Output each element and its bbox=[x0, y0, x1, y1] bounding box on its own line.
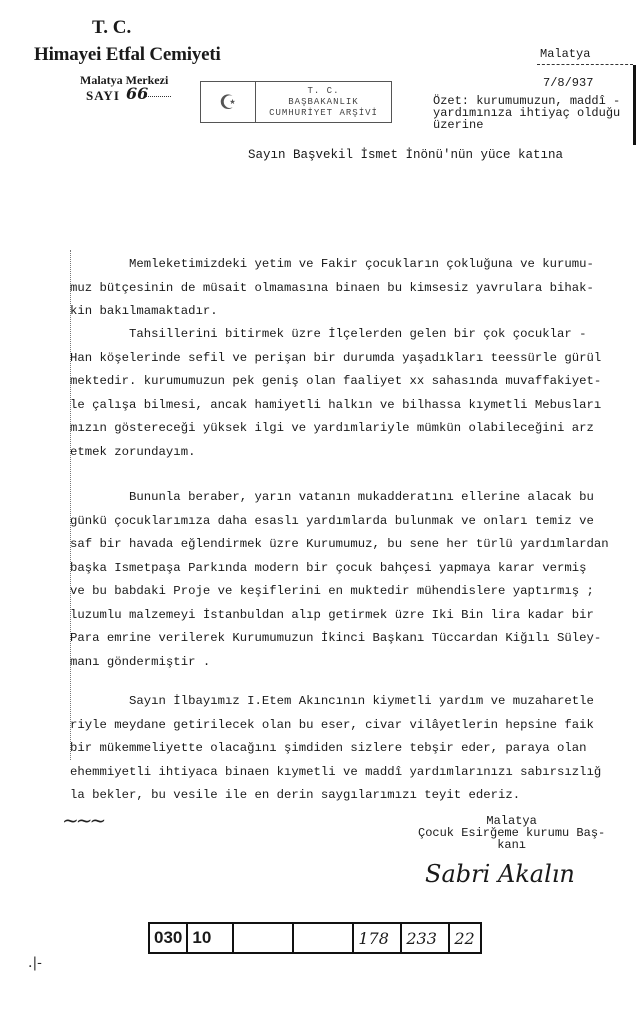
margin-mark: .|- bbox=[28, 955, 42, 971]
number-dotted-line bbox=[146, 96, 171, 97]
dashed-rule bbox=[537, 64, 633, 65]
archive-code-table bbox=[148, 922, 482, 954]
letterhead-country: T. C. bbox=[92, 17, 132, 38]
letterhead-organization: Himayei Etfal Cemiyeti bbox=[34, 44, 221, 65]
letter-location: Malatya bbox=[540, 47, 591, 61]
archive-stamp bbox=[200, 81, 392, 123]
paragraph: Tahsillerini bitirmek üzre İlçelerden gelen bir çok çocuklar - Han köşelerinde sefil ve perişan bir durumda yaşadıkları teessürle gürül mektedir. kurumumuzun pek geniş olan faaliyet xx sahasında muvaffakiyet- le çalışa bilmesi, ancak hamiyetli halkın ve bilhassa kıymetli Mebusları mızın göstereceği yüksek ilgi ve yardımlariyle mümkün olabileceğini arz etmek zorundayım. bbox=[70, 327, 602, 459]
archive-code-cell bbox=[293, 923, 353, 953]
stamp-line: CUMHURİYET ARŞİVİ bbox=[269, 108, 378, 118]
archive-code-cell: 10 bbox=[187, 923, 233, 953]
number-value: 66 bbox=[126, 84, 149, 103]
archive-code-cell: 22 bbox=[449, 923, 481, 953]
archive-code-cell: 030 bbox=[149, 923, 187, 953]
margin-scribble: ~~~ bbox=[62, 808, 104, 832]
archive-code-cell bbox=[233, 923, 293, 953]
paragraph: Bununla beraber, yarın vatanın mukadderatını ellerine alacak bu günkü çocuklarımıza daha esaslı yardımlarda bulunmak ve onları temiz ve saf bir havada eğlendirmek üzre Kurumumuz, bu sene her türlü yardımlardan başka Ismetpaşa Parkında modern bir çocuk bahçesi yapmaya karar vermiş ve bu babdaki Proje ve keşiflerini en muktedir mühendislere yaptırmış ; luzumlu malzemeyi İstanbuldan alıp getirmek üzre Iki Bin lira kadar bir Para emrine verilerek Kurumumuzun İkinci Başkanı Tüccardan Kiğılı Süley- manı göndermiştir . bbox=[70, 490, 609, 669]
stamp-line: T. C. bbox=[307, 86, 340, 96]
paragraph: Sayın İlbayımız I.Etem Akıncının kiymetli yardım ve muzaharetle riyle meydane getirilecek olan bu eser, civar vilâyetlerin hepsine faik bir mükemmeliyette olacağını şimdiden sizlere tebşir eder, paraya olan ehemmiyetli ihtiyaca binaen kıymetli ve maddî yardımlarınızı sabırsızlığ la bekler, bu vesile ile en derin saygılarımızı teyit ederiz. bbox=[70, 694, 602, 802]
edge-mark bbox=[633, 65, 636, 145]
letter-summary: Özet: kurumumuzun, maddî - yardımınıza ihtiyaç olduğu üzerine bbox=[433, 94, 621, 132]
archive-code-cell: 233 bbox=[401, 923, 449, 953]
closing-block: Malatya Çocuk Esirğeme kurumu Baş- kanı bbox=[418, 814, 606, 852]
stamp-text bbox=[256, 82, 391, 122]
paragraph: Memleketimizdeki yetim ve Fakir çocukların çokluğuna ve kurumu- muz bütçesinin de müsait olmamasına binaen bu kimsesiz yavrulara bihak- kin bakılmamaktadır. bbox=[70, 257, 594, 318]
stamp-line: BAŞBAKANLIK bbox=[288, 97, 359, 107]
archive-code-cell: 178 bbox=[353, 923, 401, 953]
crescent-star-icon: ☪ bbox=[201, 82, 256, 122]
signature: Sabri Akalın bbox=[425, 860, 575, 888]
salutation: Sayın Başvekil İsmet İnönü'nün yüce katına bbox=[248, 148, 564, 162]
letter-date: 7/8/937 bbox=[543, 76, 594, 90]
number-label: SAYI bbox=[86, 88, 120, 103]
letterhead-branch: Malatya Merkezi bbox=[80, 73, 169, 87]
